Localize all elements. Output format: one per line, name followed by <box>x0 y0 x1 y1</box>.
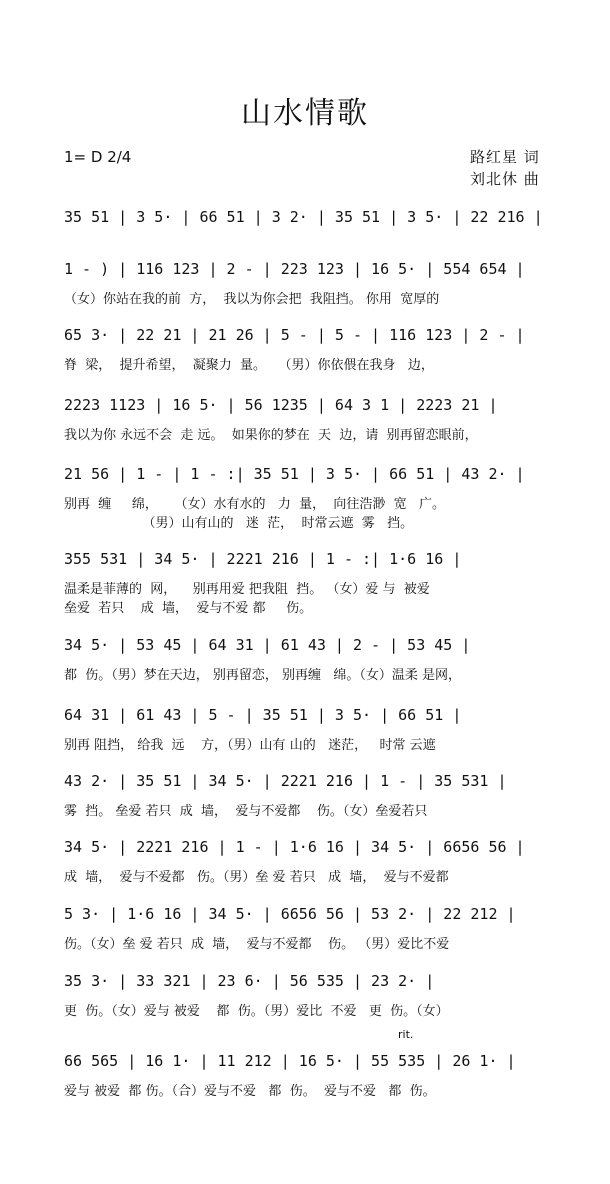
notation-row: 66 565 | 16 1· | 11 212 | 16 5· | 55 535 | 26 1· | <box>64 1052 516 1070</box>
lyric-line: 温柔是菲薄的 网， 别再用爱 把我阻 挡。 （女）爱 与 被爱 <box>64 582 430 597</box>
notation-row: 64 31 | 61 43 | 5 - | 35 51 | 3 5· | 66 51 | <box>64 706 462 724</box>
lyric-line: 别再 缠 绵， （女）水有水的 力 量， 向往浩渺 宽 广。 <box>64 497 446 512</box>
lyric-line: 伤。（女）垒 爱 若只 成 墙， 爱与不爱都 伤。 （男）爱比不爱 <box>64 937 450 952</box>
lyric-line: 都 伤。（男）梦在天边， 别再留恋， 别再缠 绵。（女）温柔 是网， <box>64 668 462 683</box>
notation-row: 2223 1123 | 16 5· | 56 1235 | 64 3 1 | 2223 21 | <box>64 396 498 414</box>
notation-row: 21 56 | 1 - | 1 - :| 35 51 | 3 5· | 66 51 | 43 2· | <box>64 465 525 483</box>
notation-row: 355 531 | 34 5· | 2221 216 | 1 - :| 1·6 16 | <box>64 550 462 568</box>
composer-credit: 刘北休 曲 <box>470 170 540 188</box>
ritardando-marking: rit. <box>398 1028 414 1041</box>
lyric-line: 脊 梁， 提升希望， 凝聚力 量。 （男）你依偎在我身 边， <box>64 358 434 373</box>
notation-row: 35 51 | 3 5· | 66 51 | 3 2· | 35 51 | 3 5· | 22 216 | <box>64 208 543 226</box>
lyric-line: （男）山有山的 迷 茫， 时常云遮 雾 挡。 <box>64 516 414 531</box>
notation-row: 5 3· | 1·6 16 | 34 5· | 6656 56 | 53 2· | 22 212 | <box>64 905 516 923</box>
notation-row: 43 2· | 35 51 | 34 5· | 2221 216 | 1 - | 35 531 | <box>64 772 507 790</box>
notation-row: 34 5· | 53 45 | 64 31 | 61 43 | 2 - | 53 45 | <box>64 636 471 654</box>
lyric-line: 爱与 被爱 都 伤。（合）爱与不爱 都 伤。 爱与不爱 都 伤。 <box>64 1084 436 1099</box>
notation-row: 1 - ) | 116 123 | 2 - | 223 123 | 16 5· | 554 654 | <box>64 260 525 278</box>
lyricist-credit: 路红星 词 <box>470 148 540 166</box>
notation-row: 65 3· | 22 21 | 21 26 | 5 - | 5 - | 116 123 | 2 - | <box>64 326 525 344</box>
key-signature: 1= D 2/4 <box>64 148 132 166</box>
lyric-line: （女）你站在我的前 方， 我以为你会把 我阻挡。 你用 宽厚的 <box>64 292 440 307</box>
notation-row: 34 5· | 2221 216 | 1 - | 1·6 16 | 34 5· | 6656 56 | <box>64 838 525 856</box>
notation-row: 35 3· | 33 321 | 23 6· | 56 535 | 23 2· | <box>64 972 435 990</box>
song-title: 山水情歌 <box>241 96 369 131</box>
lyric-line: 别再 阻挡， 给我 远 方，（男）山有 山的 迷茫， 时常 云遮 <box>64 738 436 753</box>
lyric-line: 更 伤。（女）爱与 被爱 都 伤。（男）爱比 不爱 更 伤。（女） <box>64 1004 449 1019</box>
lyric-line: 垒爱 若只 成 墙， 爱与不爱 都 伤。 <box>64 601 313 616</box>
lyric-line: 雾 挡。 垒爱 若只 成 墙， 爱与不爱都 伤。（女）垒爱若只 <box>64 804 428 819</box>
lyric-line: 成 墙， 爱与不爱都 伤。（男）垒 爱 若只 成 墙， 爱与不爱都 <box>64 870 449 885</box>
lyric-line: 我以为你 永远不会 走 远。 如果你的梦在 天 边，请 别再留恋眼前， <box>64 428 478 443</box>
